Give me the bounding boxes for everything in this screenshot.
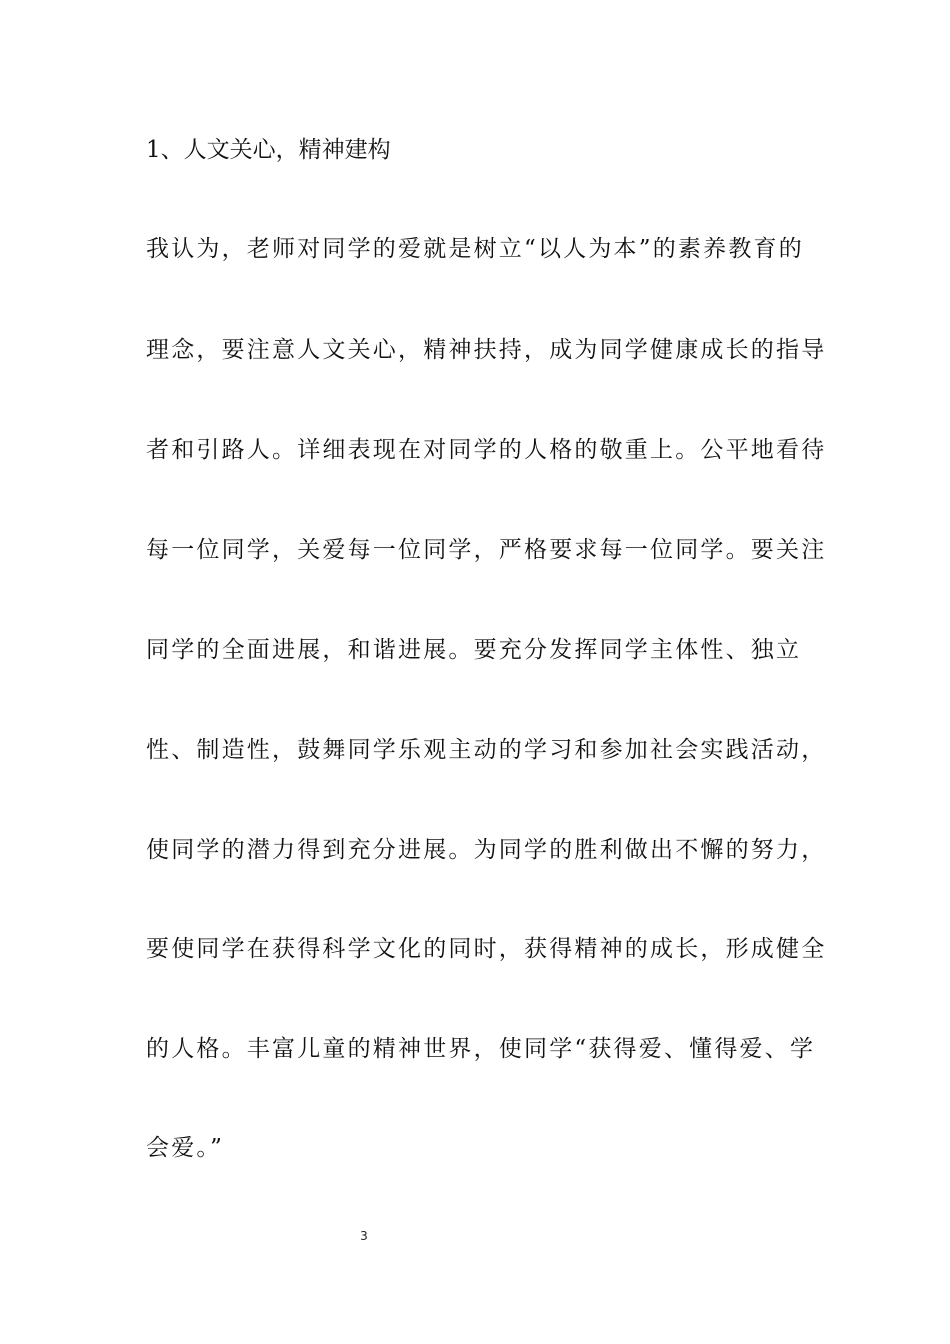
paragraph-line: 我认为，老师对同学的爱就是树立“以人为本”的素养教育的 [146, 236, 804, 262]
paragraph-line: 同学的全面进展，和谐进展。要充分发挥同学主体性、独立 [146, 637, 802, 663]
section-heading: 1、人文关心，精神建构 [146, 137, 391, 163]
paragraph-line: 要使同学在获得科学文化的同时，获得精神的成长，形成健全 [146, 936, 827, 962]
paragraph-line: 理念，要注意人文关心，精神扶持，成为同学健康成长的指导 [146, 337, 827, 363]
paragraph-line: 会爱。” [146, 1135, 225, 1161]
paragraph-line: 者和引路人。详细表现在对同学的人格的敬重上。公平地看待 [146, 437, 827, 463]
paragraph-line: 的人格。丰富儿童的精神世界，使同学“获得爱、懂得爱、学 [146, 1036, 816, 1062]
paragraph-line: 每一位同学，关爱每一位同学，严格要求每一位同学。要关注 [146, 537, 827, 563]
paragraph-line: 使同学的潜力得到充分进展。为同学的胜利做出不懈的努力， [146, 837, 827, 863]
page-number: 3 [360, 1229, 368, 1243]
paragraph-line: 性、制造性，鼓舞同学乐观主动的学习和参加社会实践活动， [146, 737, 827, 763]
